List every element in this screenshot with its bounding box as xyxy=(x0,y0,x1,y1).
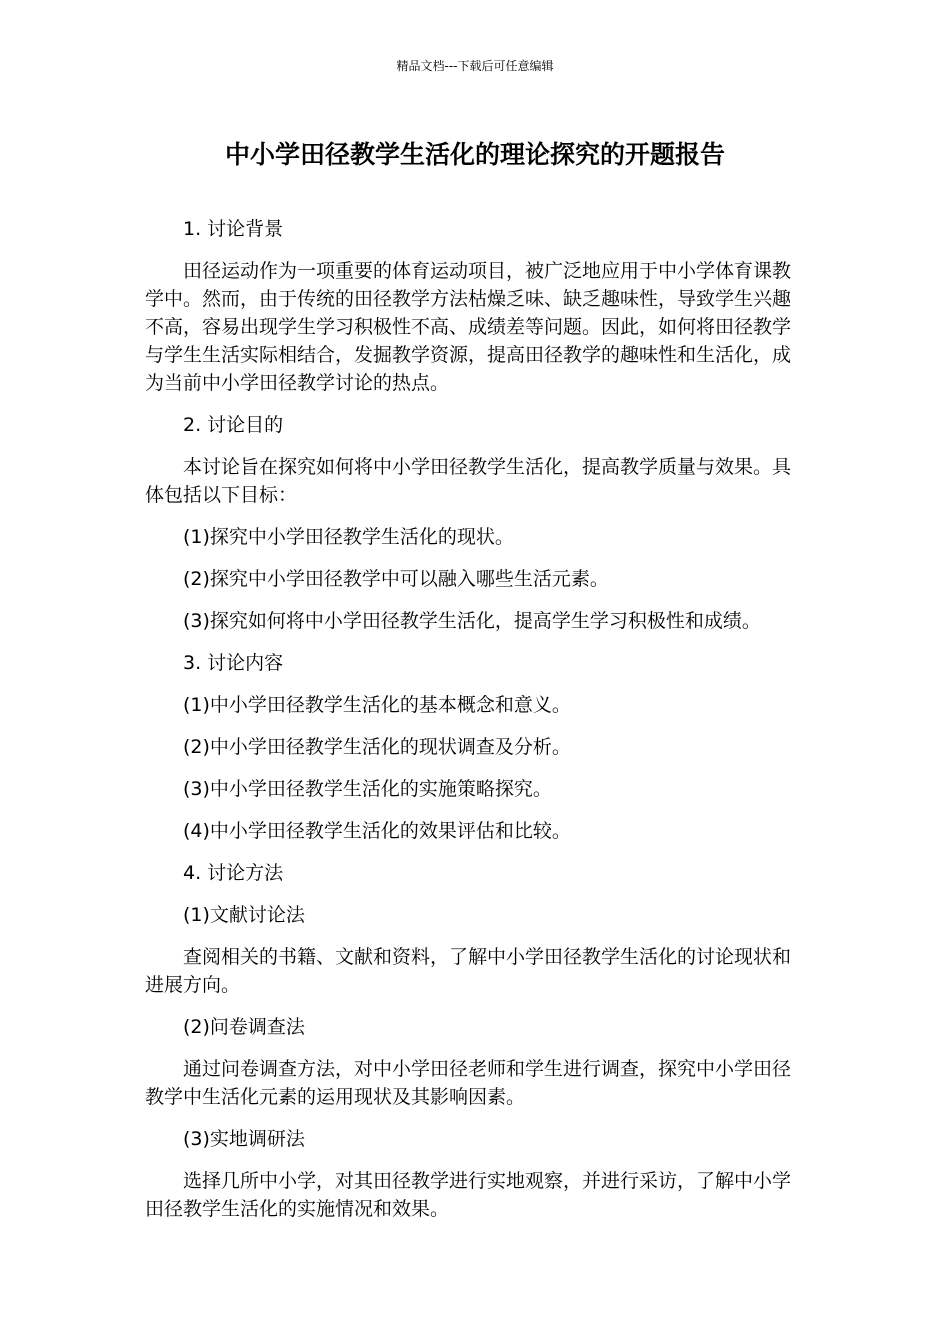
section-heading-content: 3. 讨论内容 xyxy=(183,652,284,674)
page-header: 精品文档---下载后可任意编辑 xyxy=(396,59,554,73)
content-item-1: (1)中小学田径教学生活化的基本概念和意义。 xyxy=(183,694,571,716)
content-item-2: (2)中小学田径教学生活化的现状调查及分析。 xyxy=(183,736,571,758)
paragraph-background: 田径运动作为一项重要的体育运动项目，被广泛地应用于中小学体育课教学中。然而，由于传统的田径教学方法枯燥乏味、缺乏趣味性，导致学生兴趣不高，容易出现学生学习积极性不高、成绩差等问题。因此，如何将田径教学与学生生活实际相结合，发掘教学资源，提高田径教学的趣味性和生活化，成为当前中小学田径教学讨论的热点。 xyxy=(145,260,792,394)
method-paragraph-1: 查阅相关的书籍、文献和资料，了解中小学田径教学生活化的讨论现状和进展方向。 xyxy=(145,946,792,996)
section-heading-background: 1. 讨论背景 xyxy=(183,218,284,240)
document-title: 中小学田径教学生活化的理论探究的开题报告 xyxy=(224,140,725,169)
purpose-item-2: (2)探究中小学田径教学中可以融入哪些生活元素。 xyxy=(183,568,609,590)
section-heading-purpose: 2. 讨论目的 xyxy=(183,414,284,436)
method-paragraph-3: 选择几所中小学，对其田径教学进行实地观察，并进行采访，了解中小学田径教学生活化的实施情况和效果。 xyxy=(145,1170,792,1220)
content-item-4: (4)中小学田径教学生活化的效果评估和比较。 xyxy=(183,820,571,842)
purpose-item-3: (3)探究如何将中小学田径教学生活化，提高学生学习积极性和成绩。 xyxy=(183,610,761,632)
document-body xyxy=(145,215,800,1237)
content-item-3: (3)中小学田径教学生活化的实施策略探究。 xyxy=(183,778,552,800)
section-heading-method: 4. 讨论方法 xyxy=(183,862,284,884)
paragraph-purpose: 本讨论旨在探究如何将中小学田径教学生活化，提高教学质量与效果。具体包括以下目标： xyxy=(145,456,792,506)
purpose-item-1: (1)探究中小学田径教学生活化的现状。 xyxy=(183,526,514,548)
method-paragraph-2: 通过问卷调查方法，对中小学田径老师和学生进行调查，探究中小学田径教学中生活化元素的运用现状及其影响因素。 xyxy=(145,1058,792,1108)
method-heading-2: (2)问卷调查法 xyxy=(183,1016,305,1038)
method-heading-3: (3)实地调研法 xyxy=(183,1128,305,1150)
method-heading-1: (1)文献讨论法 xyxy=(183,904,305,926)
